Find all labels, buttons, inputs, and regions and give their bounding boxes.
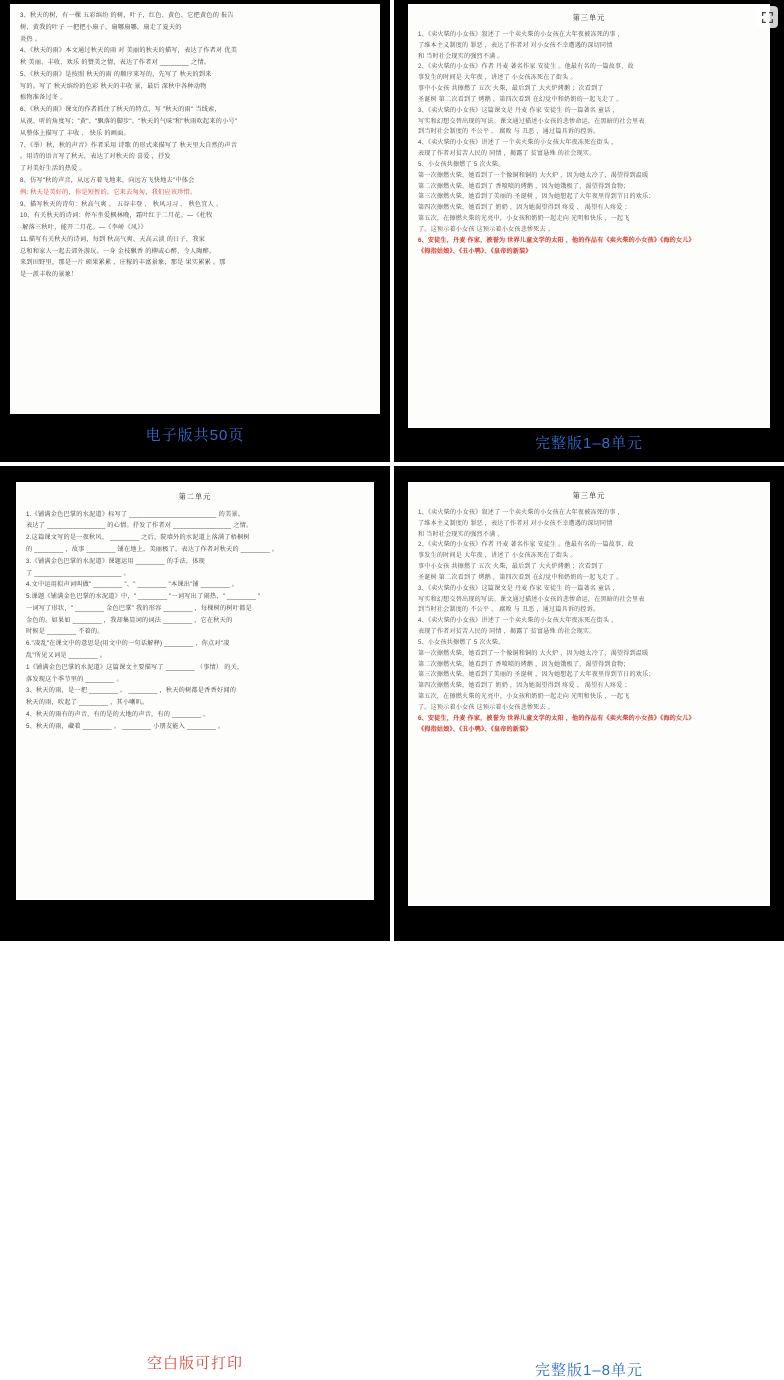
doc-line: 一词写了形状，" ________ 金色巴掌" 我的形容 ________ ，每棵树的树叶都是 <box>26 604 252 612</box>
doc-line: 圣诞树 第二次看到了 烤鹅 ，第四次看到 在幻觉中和奶奶的一起飞走了 。 <box>418 95 623 103</box>
doc-line: 了。这预示着小女孩 这预示着小女孩悲惨死去 。 <box>418 226 554 233</box>
doc-line: 是一派丰收的景象！ <box>20 271 78 279</box>
doc-line: 3、《卖火柴的小女孩》这篇课文是 丹麦 作家 安徒生 的一篇著名 童话 ， <box>418 584 619 592</box>
doc-line: 乱"所见又词是 ________ 。 <box>26 652 107 660</box>
doc-line: 4、《卖火柴的小女孩》讲述了 一个卖火柴的小女孩大年夜冻死在街头 ， <box>418 139 618 147</box>
doc-line: 落发现这个季节里的 ________ 。 <box>26 675 123 683</box>
doc-line: 6、《秋天的雨》课文的作者抓住了秋天的特点，写 "秋天的雨" 当线索， <box>20 106 221 114</box>
doc-line: 8、仿写"秋的声音，从远方着飞地来，向远方飞快地去"中体会 <box>20 176 195 184</box>
doc-line: 6."凌乱"在课文中的意思是(用文中的一句话解释) ________ ，你点对"凌 <box>26 640 230 648</box>
doc-line: 和 当时社会现实的强烈不满 。 <box>418 52 504 60</box>
doc-line: 炎热 。 <box>20 35 42 43</box>
doc-line: 秋天的雨，吹起了 ________ ，其小喇叭。 <box>26 699 149 707</box>
doc-line: 写实和幻想交替出现的写法。课文通过描述小女孩的悲惨命运，在黑暗的社会里表 <box>418 595 645 603</box>
doc-line: 了。这预示着小女孩 这预示着小女孩悲惨死去 。 <box>418 704 554 711</box>
doc-line: 5、《秋天的雨》是按照 秋天的雨 的顺序来写的，先写了 秋天的到来 <box>20 70 212 78</box>
doc-line-annotated: 《拇指姑娘》、《丑小鸭》、《皇帝的新装》 <box>418 725 532 733</box>
doc-line: 2、《卖火柴的小女孩》作者 丹麦 著名作家 安徒生 。他最有名的一篇故事，故 <box>418 541 634 549</box>
doc-line: 第二次擦燃火柴，她看到了 香喷喷的烤鹅 ，因为她饿极了，渴望得到食物； <box>418 182 630 190</box>
doc-line: 1、《卖火柴的小女孩》叙述了 一个卖火柴的小女孩在大年夜被冻死的事 ， <box>418 508 624 516</box>
panel-caption-top-left: 电子版共50页 <box>145 427 245 444</box>
worksheet-text-bottom-left <box>16 482 374 900</box>
doc-line: 了 ________________________ 。 <box>26 569 131 577</box>
doc-line: 1、《卖火柴的小女孩》叙述了 一个卖火柴的小女孩在大年夜被冻死的事 ， <box>418 30 624 38</box>
worksheet-text-bottom-right <box>408 482 770 906</box>
doc-line: 表现了作者对贫苦人民的 同情 ，揭露了 贫富悬殊 的社会现实。 <box>418 150 596 158</box>
doc-line: 从视、听的角度写；"黄"、"飘落的脚步"、"秋天的气味"和"秋雨吹起来的小号" <box>20 118 238 126</box>
worksheet-text-top-left <box>10 4 380 414</box>
panel-caption-bottom-right: 完整版1–8单元 <box>534 1362 644 1379</box>
worksheet-sheet <box>408 4 770 428</box>
doc-line: 时候是 ________ 不着的。 <box>26 628 104 636</box>
doc-line: 表现了作者对贫苦人民的 同情 ，揭露了 贫富悬殊 的社会现实。 <box>418 628 596 636</box>
doc-line-annotated: 6、安徒生，丹麦 作家，被誉为 世界儿童文学的太阳 ，他的作品有《卖火柴的小女孩》《海的女儿》 <box>418 714 695 722</box>
worksheet-text-top-right <box>408 4 770 428</box>
worksheet-panel-bottom-left[interactable] <box>0 466 390 1372</box>
doc-line: 7、《举）秋，秋的声音》作者采用 诗歌 的形式来描写了 秋天里大自然的声音 <box>20 141 238 149</box>
doc-line: 5.课题《铺满金色巴掌的水泥道》中，" ________ "一词写出了闹热，" ________ " <box>26 593 261 601</box>
doc-line: 4、秋天的雨有的声音，有的是的大地的声音，有的 ________ 。 <box>26 710 210 718</box>
doc-line: 了对美好生活的热爱 。 <box>20 165 86 173</box>
doc-line: 来到田野里，那是一片 硕果累累 、庄稼的丰富景象，那是 果实累累 。那 <box>20 259 226 267</box>
doc-line: 和 当时社会现实的强烈不满 。 <box>418 530 504 538</box>
panel-caption-bottom-left: 空白版可打印 <box>146 1355 243 1372</box>
doc-line: 了维本主义制度的 罪恶 ，表达了作者对 对小女孩不幸遭遇的深切同情 <box>418 519 613 527</box>
doc-line-annotated: 例: 秋天是美好的，你是短暂的。它来去匆匆，我们应该珍惜。 <box>20 188 197 196</box>
doc-line: 5、小女孩共擦燃了 5 次火柴。 <box>418 160 505 168</box>
doc-line: 1.《铺满金色巴掌的水泥道》标写了 ________________________ 的美景。 <box>26 510 245 518</box>
unit-title: 第三单元 <box>572 13 606 22</box>
doc-line: 写实和幻想交替出现的写法。课文通过描述小女孩的悲惨命运，在黑暗的社会里表 <box>418 117 645 125</box>
doc-line: 事发生的时间是 大年夜 ，讲述了 小女孩冻死在了街头 。 <box>418 552 577 560</box>
doc-line: 总和和家人一起去郊外游玩。一身 金枝飘香 的柳或心醉，令人陶醉。 <box>20 247 216 255</box>
doc-line: 到当时社会制度的 不公平 、 腐败 与 丑恶 ，通过篇具诉的控诉。 <box>418 606 600 614</box>
doc-line: 第二次擦燃火柴，她看到了 香喷喷的烤鹅 ，因为她饿极了，渴望得到食物； <box>418 660 630 668</box>
doc-line: 秋 美丽、丰收、欢乐 的赞美之情，表达了作者对 ________ 之情。 <box>20 59 211 67</box>
doc-line: 4、《秋天的雨》本文通过秋天的雨 对 美丽的秋天的描写，表达了作者对 优美 <box>20 47 238 55</box>
doc-line: 第四次擦燃火柴，她看到了 奶奶 ，因为她渴望得到 疼爱 、 渴望有人疼爱 ； <box>418 682 631 690</box>
worksheet-panel-top-left[interactable] <box>0 0 390 462</box>
doc-line: 金色的。如果如 ________ ，我却集显词的词法 ________ ，它在秋天的 <box>26 616 233 624</box>
doc-line: 了维本主义制度的 罪恶 ，表达了作者对 对小女孩不幸遭遇的深切同情 <box>418 41 613 49</box>
doc-line: 第三次擦燃火柴，她看到了美丽的 圣诞树 ，因为她想起了大年夜里得到节日的欢乐； <box>418 671 655 679</box>
doc-line: 2、《卖火柴的小女孩》作者 丹麦 著名作家 安徒生 。他最有名的一篇故事，故 <box>418 63 634 71</box>
doc-line: 事发生的时间是 大年夜 ，讲述了 小女孩冻死在了街头 。 <box>418 74 577 82</box>
doc-line: 3、秋天的树，有一棵 五彩缤纷 的树，叶子，红色、黄色、它把黄色的 报告 <box>20 12 234 19</box>
worksheet-sheet <box>16 482 374 900</box>
doc-line: 3、秋天的雨，是一把 ________ 。 ________ ，秋天的树都是香香好闻的 <box>26 687 237 695</box>
doc-line: 表达了 ________________ 的心情。抒发了作者对 ________________ 之情。 <box>26 522 253 530</box>
doc-line: 10、有关秋天的诗词：停车坐爱枫林晚，霜叶红于二月花。—《杜牧 <box>20 212 213 220</box>
doc-line-annotated: 6、安徒生，丹麦 作家，被誉为 世界儿童文学的太阳 ，他的作品有《卖火柴的小女孩》《海的女儿》 <box>418 236 695 244</box>
doc-line: 第五次，在擦燃火柴的光亮中，小女孩和奶奶一起走向 光明和快乐 ，一起飞 <box>418 215 630 223</box>
doc-line: 4、《卖火柴的小女孩》讲述了 一个卖火柴的小女孩大年夜冻死在街头 ， <box>418 617 618 625</box>
panel-caption-top-right: 完整版1–8单元 <box>534 435 644 452</box>
doc-line: 事中小女孩 共擦燃了 五次 火柴，最后到了 大火炉烤鹅 ；次看到了 <box>418 563 604 571</box>
worksheet-sheet <box>408 482 770 906</box>
doc-line-annotated: 《拇指姑娘》、《丑小鸭》、《皇帝的新装》 <box>418 247 532 255</box>
doc-line: 2.这篇课文写的是一夜秋风、 ________ 之后，院墙外的水泥道上落满了梧桐树 <box>26 534 250 542</box>
doc-line: 。用诗的语言写了秋天，表达了对秋天的 喜爱 ，抒发 <box>20 153 171 161</box>
expand-icon[interactable] <box>756 6 778 28</box>
doc-line: 9、描写秋天的诗句：秋高气爽 、 五谷丰登 、 秋风习习 、 秋色宜人 、 <box>20 200 223 208</box>
doc-line: 5、秋天的雨，藏着 ________ 。 ________ 小朋友能入 ________ 。 <box>26 722 225 730</box>
doc-line: 到当时社会制度的 不公平 、 腐败 与 丑恶 ，通过篇具诉的控诉。 <box>418 128 600 136</box>
doc-line: 1《铺满金色巴掌的水泥道》这篇课文主要描写了 ________ （事情） 的关， <box>26 663 244 671</box>
doc-line: 第五次，在擦燃火柴的光亮中，小女孩和奶奶一起走向 光明和快乐 ，一起飞 <box>418 693 630 701</box>
doc-line: 第一次擦燃火柴，她看到了一个像铜和铜的 大火炉 ，因为她太冷了，渴望得到温暖 <box>418 171 649 179</box>
doc-line: 第四次擦燃火柴，她看到了 奶奶 ，因为她渴望得到 疼爱 、 渴望有人疼爱 ； <box>418 204 631 212</box>
doc-line: 从整体上描写了 丰收 、 快乐 的画面。 <box>20 129 130 137</box>
doc-line: 4.文中运用拟声词叫做" ________ "、" ________ "本课出"铺 ________ 。 <box>26 581 239 589</box>
worksheet-panel-top-right[interactable] <box>394 0 784 462</box>
doc-line: 3.《铺满金色巴掌的水泥道》课题运用 ________ 的手法，体现 <box>26 557 206 565</box>
doc-line: 事中小女孩 共擦燃了 五次 火柴，最后到了 大火炉烤鹅 ；次看到了 <box>418 85 604 93</box>
unit-title: 第二单元 <box>178 492 212 501</box>
doc-line: 3、《卖火柴的小女孩》这篇课文是 丹麦 作家 安徒生 的一篇著名 童话 ， <box>418 106 619 114</box>
worksheet-panel-bottom-right[interactable] <box>394 466 784 1379</box>
doc-line: 写的。写了 秋天缤纷的色彩 秋天的丰收 景，最后 深秋中各种动物 <box>20 82 207 90</box>
doc-line: 的 ________ ，故事 ________ 铺在地上，美丽极了。表达了作者对秋天的 ________ 。 <box>26 546 279 554</box>
doc-line: 圣诞树 第二次看到了 烤鹅 ，第四次看到 在幻觉中和奶奶的一起飞走了 。 <box>418 573 623 581</box>
doc-line: ·解落三秋叶，能开二月花。—《李峤《风》》 <box>20 224 147 232</box>
doc-line: 树，黄我的叶子 一把把小扇子，扇哪扇哪，扇走了夏天的 <box>20 23 182 31</box>
doc-line: 11.描写有关秋天的诗词，每到 秋高气爽、天高云淡 的日子，我家 <box>20 235 206 243</box>
doc-line: 第一次擦燃火柴，她看到了一个像铜和铜的 大火炉 ，因为她太冷了，渴望得到温暖 <box>418 649 649 657</box>
worksheet-sheet <box>10 4 380 414</box>
unit-title: 第三单元 <box>572 491 606 500</box>
doc-line: 第三次擦燃火柴，她看到了美丽的 圣诞树 ，因为她想起了大年夜里得到节日的欢乐； <box>418 193 655 201</box>
doc-line: 5、小女孩共擦燃了 5 次火柴。 <box>418 638 505 646</box>
doc-line: 植物准备过冬 。 <box>20 94 67 102</box>
